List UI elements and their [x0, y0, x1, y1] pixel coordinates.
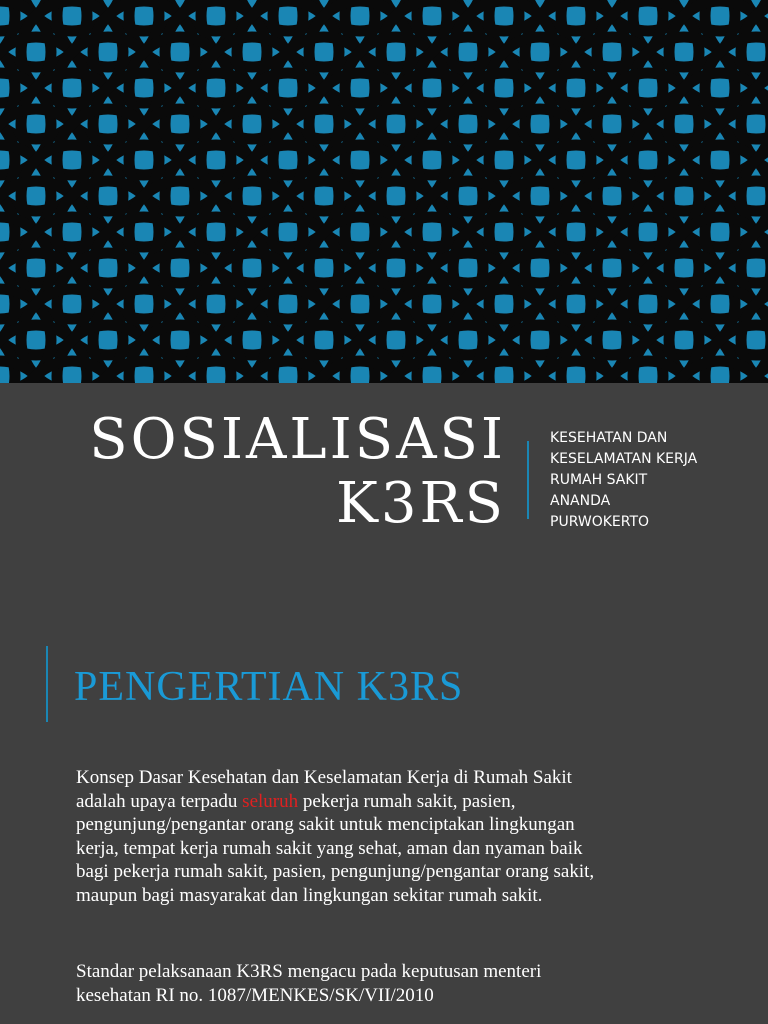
paragraph-line: pengunjung/pengantar orang sakit untuk menciptakan lingkungan [76, 814, 575, 835]
slide-title-line-1: SOSIALISASI [89, 407, 506, 472]
title-divider-line [527, 441, 529, 519]
paragraph-line [76, 790, 696, 814]
subtitle-line-3: RUMAH SAKIT [550, 472, 648, 488]
paragraph-line: Konsep Dasar Kesehatan dan Keselamatan Kerja di Rumah Sakit [76, 767, 572, 788]
ring-pattern-graphic [0, 0, 768, 383]
slide-subtitle [550, 428, 760, 533]
highlighted-word: seluruh [242, 790, 299, 812]
paragraph-line: bagi pekerja rumah sakit, pasien, pengunjung/pengantar orang sakit, [76, 861, 595, 882]
definition-paragraph [76, 766, 696, 907]
subtitle-line-4: ANANDA [550, 493, 611, 509]
paragraph-line: kesehatan RI no. 1087/MENKES/SK/VII/2010 [76, 984, 434, 1006]
slide-title-line-2: K3RS [336, 471, 506, 536]
subtitle-line-2: KESELAMATAN KERJA [550, 451, 698, 467]
paragraph-line: Standar pelaksanaan K3RS mengacu pada keputusan menteri [76, 961, 542, 982]
paragraph-line: maupun bagi masyarakat dan lingkungan sekitar rumah sakit. [76, 884, 543, 906]
subtitle-line-1: KESEHATAN DAN [550, 430, 668, 446]
paragraph-text: pekerja rumah sakit, pasien, [298, 790, 516, 812]
heading-accent-line [46, 646, 48, 722]
standard-paragraph [76, 960, 541, 1007]
section-heading: PENGERTIAN K3RS [74, 664, 464, 710]
slide-title [89, 408, 506, 536]
subtitle-line-5: PURWOKERTO [550, 514, 650, 530]
content-slide [0, 576, 768, 1024]
paragraph-text: adalah upaya terpadu [76, 790, 243, 812]
paragraph-line: kerja, tempat kerja rumah sakit yang sehat, aman dan nyaman baik [76, 837, 583, 859]
decorative-ring-pattern [0, 0, 768, 383]
